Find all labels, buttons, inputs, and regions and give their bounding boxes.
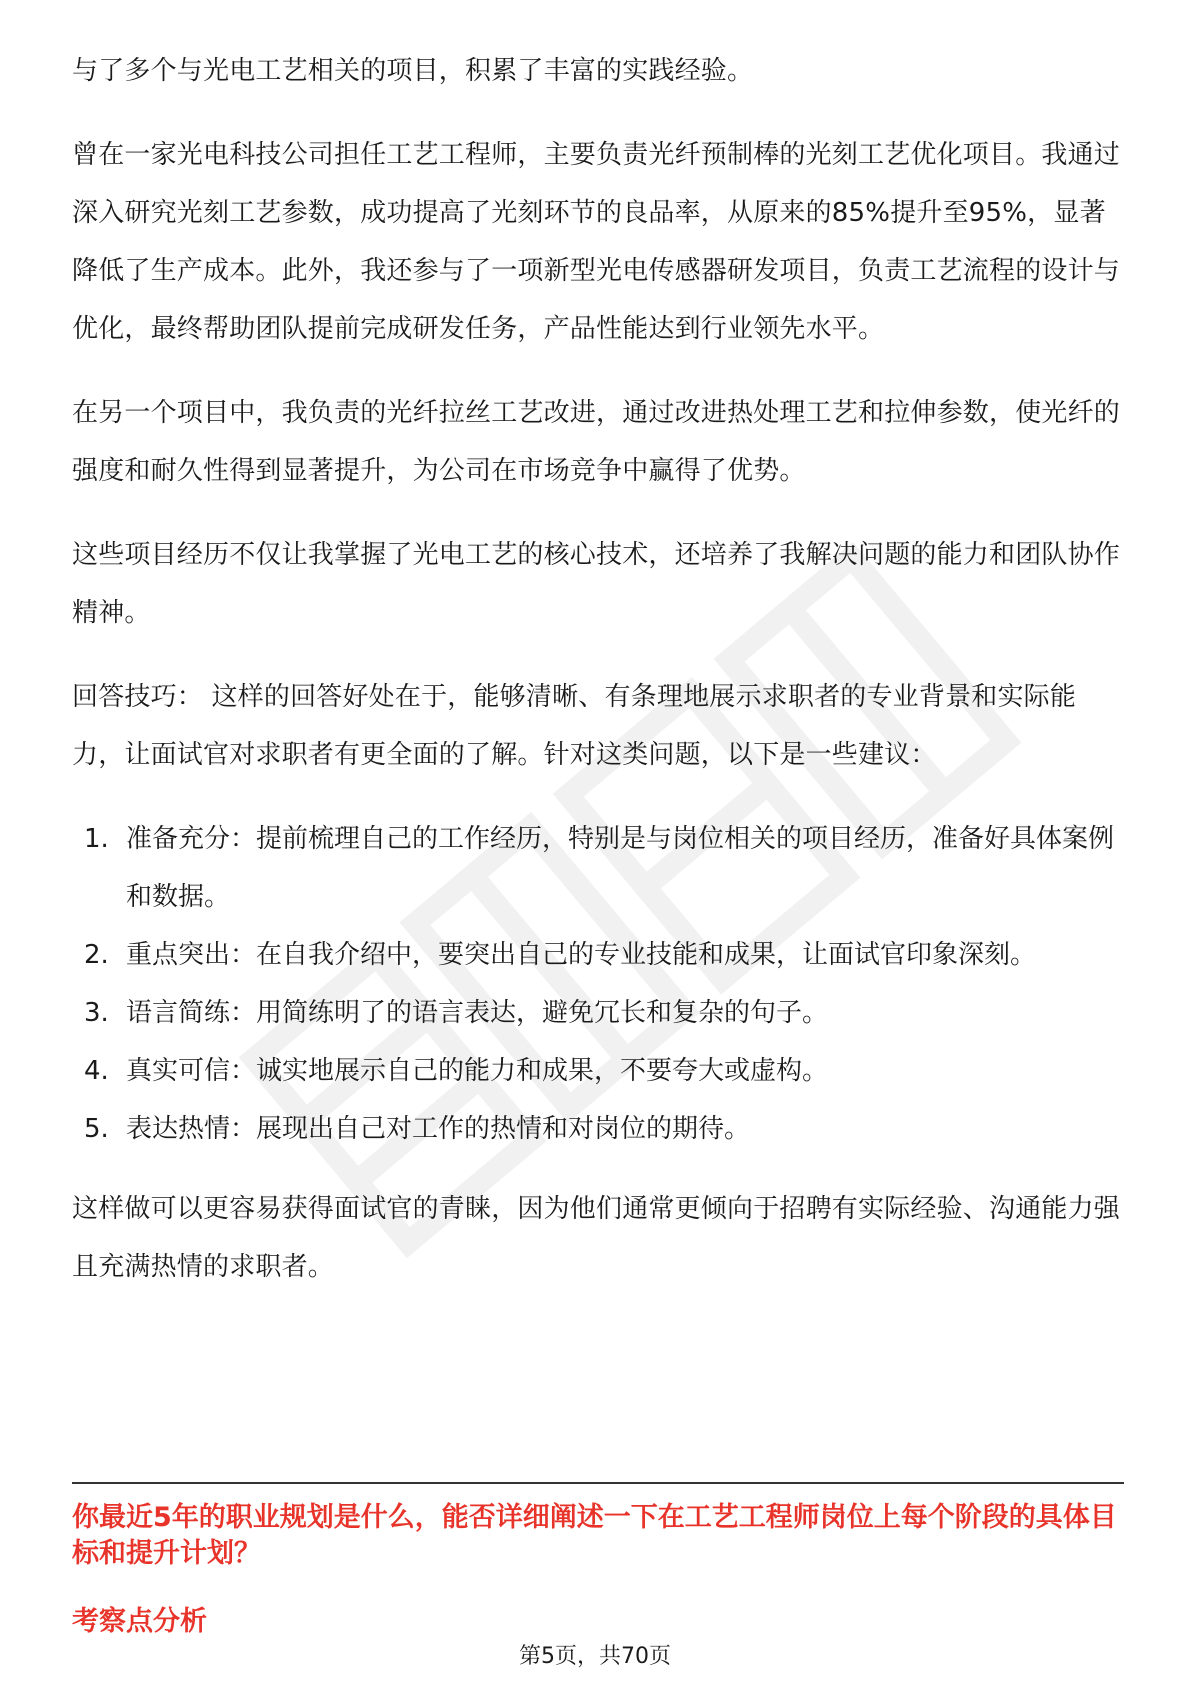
paragraph-answer-tips: 回答技巧： 这样的回答好处在于，能够清晰、有条理地展示求职者的专业背景和实际能力，让面试官对求职者有更全面的了解。针对这类问题，以下是一些建议： (72, 682, 1077, 770)
paragraph-summary: 这些项目经历不仅让我掌握了光电工艺的核心技术，还培养了我解决问题的能力和团队协作精神。 (72, 540, 1121, 628)
paragraph-project-two: 在另一个项目中，我负责的光纤拉丝工艺改进，通过改进热处理工艺和拉伸参数，使光纤的强度和耐久性得到显著提升，为公司在市场竞争中赢得了优势。 (72, 398, 1121, 486)
main-content (72, 42, 1122, 1322)
list-item-text: 表达热情：展现出自己对工作的热情和对岗位的期待。 (126, 1114, 751, 1144)
tips-list (72, 810, 1122, 1158)
list-item-number: 3. (84, 998, 109, 1028)
list-item (72, 810, 1122, 926)
list-item (72, 926, 1122, 984)
analysis-heading: 考察点分析 (72, 1606, 207, 1637)
page-number-footer: 第5页，共70页 (519, 1644, 671, 1669)
interview-question: 你最近5年的职业规划是什么，能否详细阐述一下在工艺工程师岗位上每个阶段的具体目标和提升计划？ (72, 1502, 1117, 1569)
list-item-text: 语言简练：用简练明了的语言表达，避免冗长和复杂的句子。 (126, 998, 829, 1028)
paragraph-conclusion: 这样做可以更容易获得面试官的青睐，因为他们通常更倾向于招聘有实际经验、沟通能力强且充满热情的求职者。 (72, 1194, 1121, 1282)
paragraph-intro-tail: 与了多个与光电工艺相关的项目，积累了丰富的实践经验。 (72, 56, 754, 86)
list-item-number: 5. (84, 1114, 109, 1144)
paragraph-project-one: 曾在一家光电科技公司担任工艺工程师，主要负责光纤预制棒的光刻工艺优化项目。我通过深入研究光刻工艺参数，成功提高了光刻环节的良品率，从原来的85%提升至95%，显著降低了生产成本。此外，我还参与了一项新型光电传感器研发项目，负责工艺流程的设计与优化，最终帮助团队提前完成研发任务，产品性能达到行业领先水平。 (72, 140, 1121, 344)
list-item-number: 1. (84, 824, 109, 854)
list-item-number: 4. (84, 1056, 109, 1086)
list-item-number: 2. (84, 940, 109, 970)
list-item (72, 1042, 1122, 1100)
list-item-text: 准备充分：提前梳理自己的工作经历，特别是与岗位相关的项目经历，准备好具体案例和数据。 (126, 824, 1115, 912)
list-item-text: 真实可信：诚实地展示自己的能力和成果，不要夸大或虚构。 (126, 1056, 829, 1086)
list-item (72, 984, 1122, 1042)
list-item (72, 1100, 1122, 1158)
section-divider (72, 1482, 1124, 1484)
list-item-text: 重点突出：在自我介绍中，要突出自己的专业技能和成果，让面试官印象深刻。 (126, 940, 1037, 970)
